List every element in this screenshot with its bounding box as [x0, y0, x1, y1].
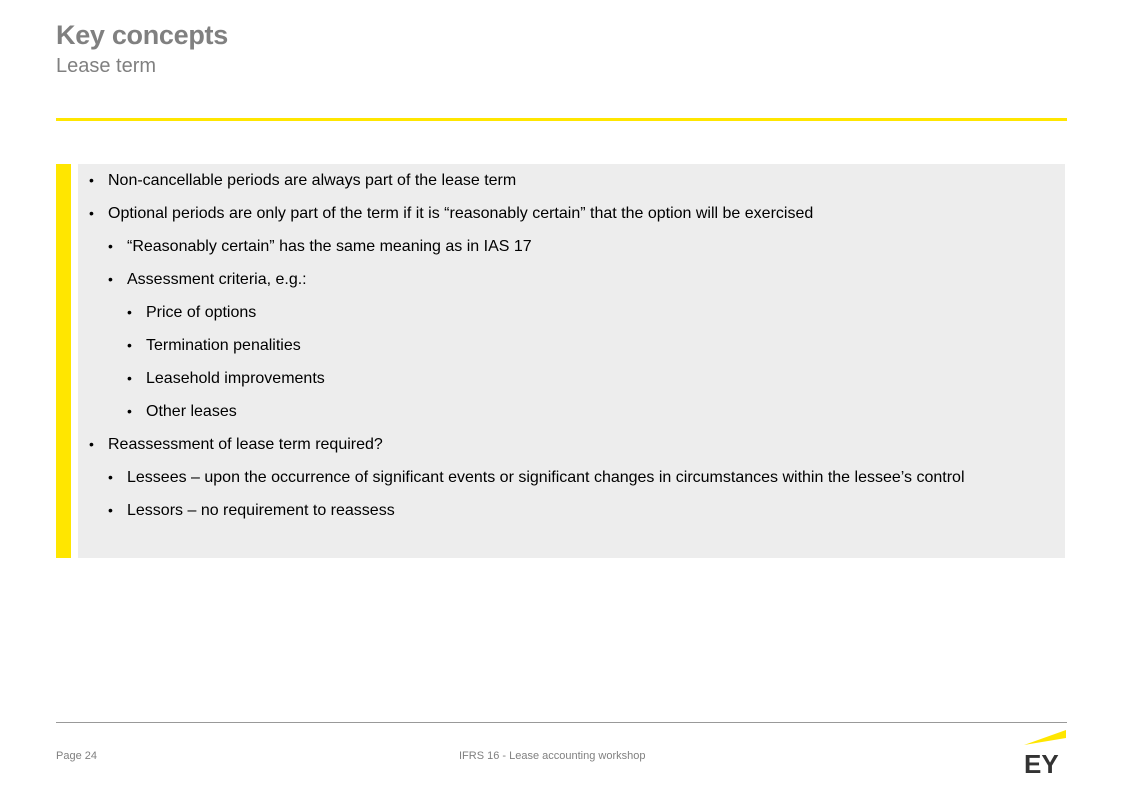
bullet-item — [127, 301, 256, 323]
bullet-icon: • — [127, 403, 132, 419]
bullet-text: Reassessment of lease term required? — [108, 436, 383, 453]
bullet-text: Optional periods are only part of the term if it is “reasonably certain” that the option will be exercised — [108, 205, 814, 222]
bullet-text: Price of options — [146, 304, 257, 321]
bullet-item — [108, 499, 395, 521]
svg-text:EY: EY — [1024, 749, 1059, 776]
bullet-text: Lessees – upon the occurrence of significant events or significant changes in circumstances within the lessee’s control — [127, 469, 965, 486]
bullet-item — [108, 235, 532, 257]
footer-title: IFRS 16 - Lease accounting workshop — [459, 750, 646, 762]
bullet-icon: • — [127, 370, 132, 386]
bullet-icon: • — [127, 337, 132, 353]
bullet-item — [108, 268, 307, 290]
bullet-item — [108, 466, 965, 488]
ey-logo-icon — [1022, 730, 1070, 776]
bullet-text: Termination penalities — [146, 337, 301, 354]
page-number: Page 24 — [56, 750, 97, 762]
bullet-text: “Reasonably certain” has the same meaning as in IAS 17 — [127, 238, 532, 255]
bullet-icon: • — [89, 436, 94, 452]
title-divider — [56, 118, 1067, 121]
bullet-text: Lessors – no requirement to reassess — [127, 502, 395, 519]
bullet-text: Other leases — [146, 403, 237, 420]
page-title: Key concepts — [56, 20, 228, 50]
bullet-icon: • — [89, 205, 94, 221]
bullet-item — [127, 400, 237, 422]
bullet-icon: • — [108, 271, 113, 287]
bullet-icon: • — [108, 469, 113, 485]
content-accent-bar — [56, 164, 71, 558]
bullet-text: Assessment criteria, e.g.: — [127, 271, 307, 288]
bullet-item — [127, 367, 325, 389]
bullet-icon: • — [108, 502, 113, 518]
bullet-item — [127, 334, 301, 356]
bullet-text: Non-cancellable periods are always part of the lease term — [108, 172, 517, 189]
bullet-icon: • — [108, 238, 113, 254]
bullet-icon: • — [89, 172, 94, 188]
footer-divider — [56, 722, 1067, 723]
bullet-item — [89, 169, 516, 191]
bullet-item — [89, 202, 813, 224]
bullet-text: Leasehold improvements — [146, 370, 325, 387]
bullet-item — [89, 433, 383, 455]
page-subtitle: Lease term — [56, 55, 157, 77]
bullet-icon: • — [127, 304, 132, 320]
